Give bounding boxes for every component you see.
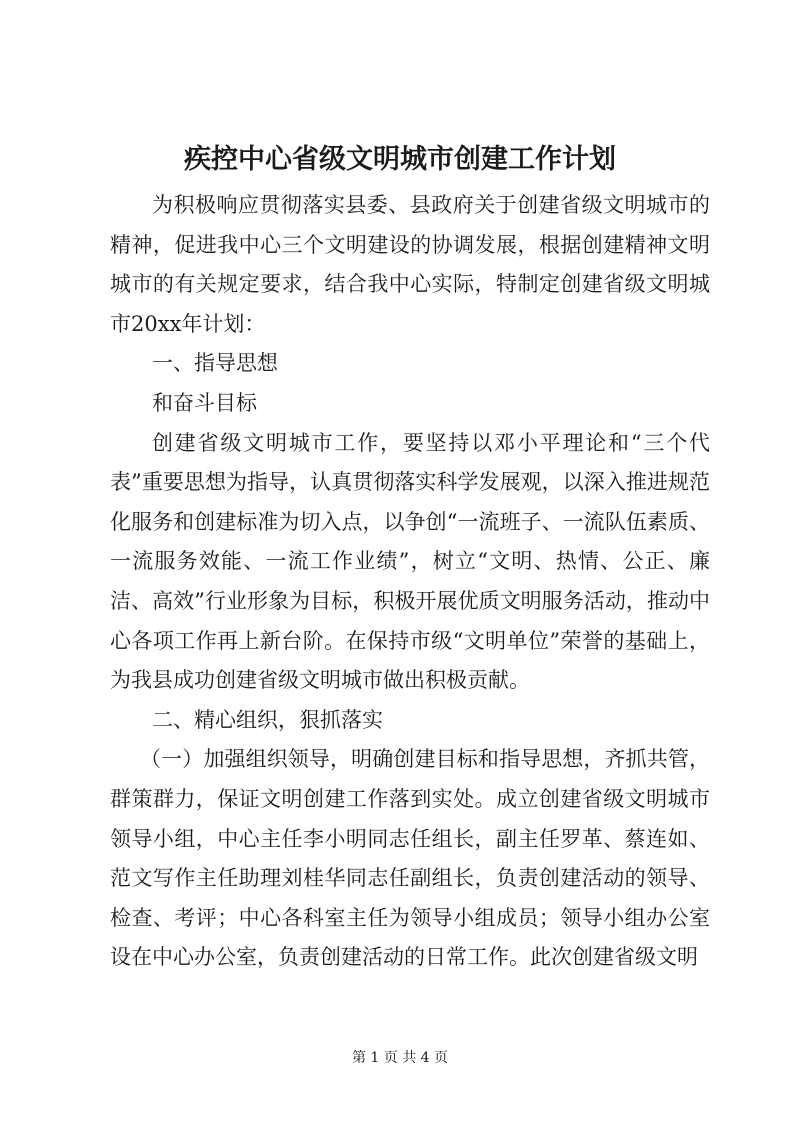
page-number: 第 1 页 共 4 页	[351, 1050, 449, 1066]
document-body	[110, 186, 710, 978]
organization-paragraph: （一）加强组织领导，明确创建目标和指导思想，齐抓共管，群策群力，保证文明创建工作落到实处。成立创建省级文明城市领导小组，中心主任李小明同志任组长，副主任罗革、蔡连如、范文写作主任助理刘桂华同志任副组长，负责创建活动的领导、检查、考评；中心各科室主任为领导小组成员；领导小组办公室设在中心办公室，负责创建活动的日常工作。此次创建省级文明	[110, 747, 710, 970]
guiding-principles-paragraph: 创建省级文明城市工作，要坚持以邓小平理论和“三个代表”重要思想为指导，认真贯彻落实科学发展观，以深入推进规范化服务和创建标准为切入点，以争创“一流班子、一流队伍素质、一流服务效能、一流工作业绩”，树立“文明、热情、公正、廉洁、高效”行业形象为目标，积极开展优质文明服务活动，推动中心各项工作再上新台阶。在保持市级“文明单位”荣誉的基础上，为我县成功创建省级文明城市做出积极贡献。	[110, 430, 710, 693]
document-title: 疾控中心省级文明城市创建工作计划	[184, 144, 616, 175]
section-heading-1-continued: 和奋斗目标	[152, 390, 257, 415]
intro-paragraph: 为积极响应贯彻落实县委、县政府关于创建省级文明城市的精神，促进我中心三个文明建设的协调发展，根据创建精神文明城市的有关规定要求，结合我中心实际，特制定创建省级文明城市20xx年计划：	[110, 193, 710, 336]
page-footer	[0, 1048, 800, 1068]
section-heading-1: 一、指导思想	[152, 351, 278, 376]
section-heading-2: 二、精心组织，狠抓落实	[152, 707, 383, 732]
